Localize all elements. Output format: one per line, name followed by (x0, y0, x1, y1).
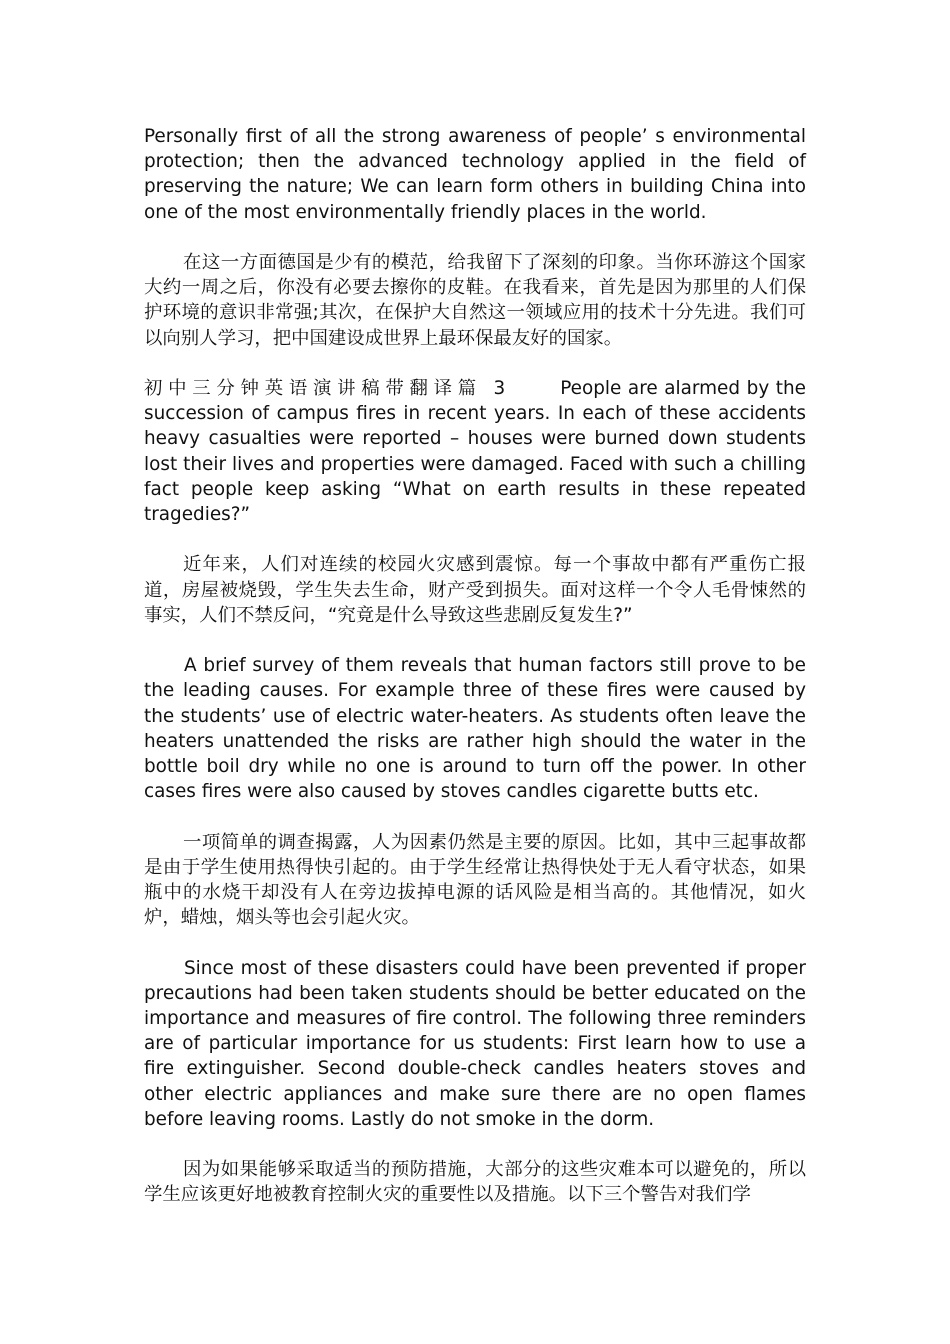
paragraph-en-4: Since most of these disasters could have been prevented if proper precautions had been taken students should be better educated on the importance and measures of fire control. The following three reminders are of particular importance for us students: First learn how to use a fire extinguisher. Second double-check candles heaters stoves and other electric appliances and make sure there are no open flames before leaving rooms. Lastly do not smoke in the dorm. (144, 957, 806, 1130)
section-heading: 初中三分钟英语演讲稿带翻译篇 3 (144, 378, 511, 399)
paragraph-en-1: Personally first of all the strong awareness of people’ s environmental protection; then the advanced technology applied in the field of preserving the nature; We can learn form others in building China into one of the most environmentally friendly places in the world. (144, 126, 806, 223)
paragraph-zh-1: 在这一方面德国是少有的模范，给我留下了深刻的印象。当你环游这个国家大约一周之后，你没有必要去擦你的皮鞋。在我看来，首先是因为那里的人们保护环境的意识非常强;其次，在保护大自然这一领域应用的技术十分先进。我们可以向别人学习，把中国建设成世界上最环保最友好的国家。 (144, 252, 806, 349)
paragraph-en-2-text: People are alarmed by the succession of campus fires in recent years. In each of these accidents heavy casualties were reported – houses were burned down students lost their lives and properties were damaged. Faced with such a chilling fact people keep asking “What on earth results in these repeated tragedies?” (144, 378, 806, 526)
paragraph-zh-3: 一项简单的调查揭露，人为因素仍然是主要的原因。比如，其中三起事故都是由于学生使用热得快引起的。由于学生经常让热得快处于无人看守状态，如果瓶中的水烧干却没有人在旁边拔掉电源的话风险是相当高的。其他情况，如火炉，蜡烛，烟头等也会引起火灾。 (144, 831, 806, 929)
paragraph-en-2 (144, 376, 806, 527)
paragraph-en-3: A brief survey of them reveals that human factors still prove to be the leading causes. For example three of these fires were caused by the students’ use of electric water-heaters. As students often leave the heaters unattended the risks are rather high should the water in the bottle boil dry while no one is around to turn off the power. In other cases fires were also caused by stoves candles cigarette butts etc. (144, 655, 806, 803)
paragraph-zh-2: 近年来，人们对连续的校园火灾感到震惊。每一个事故中都有严重伤亡报道，房屋被烧毁，学生失去生命，财产受到损失。面对这样一个令人毛骨悚然的事实，人们不禁反问，“究竟是什么导致这些悲剧反复发生?” (144, 554, 806, 626)
document-body (144, 124, 806, 1233)
paragraph-zh-4: 因为如果能够采取适当的预防措施，大部分的这些灾难本可以避免的，所以学生应该更好地被教育控制火灾的重要性以及措施。以下三个警告对我们学 (144, 1159, 806, 1206)
